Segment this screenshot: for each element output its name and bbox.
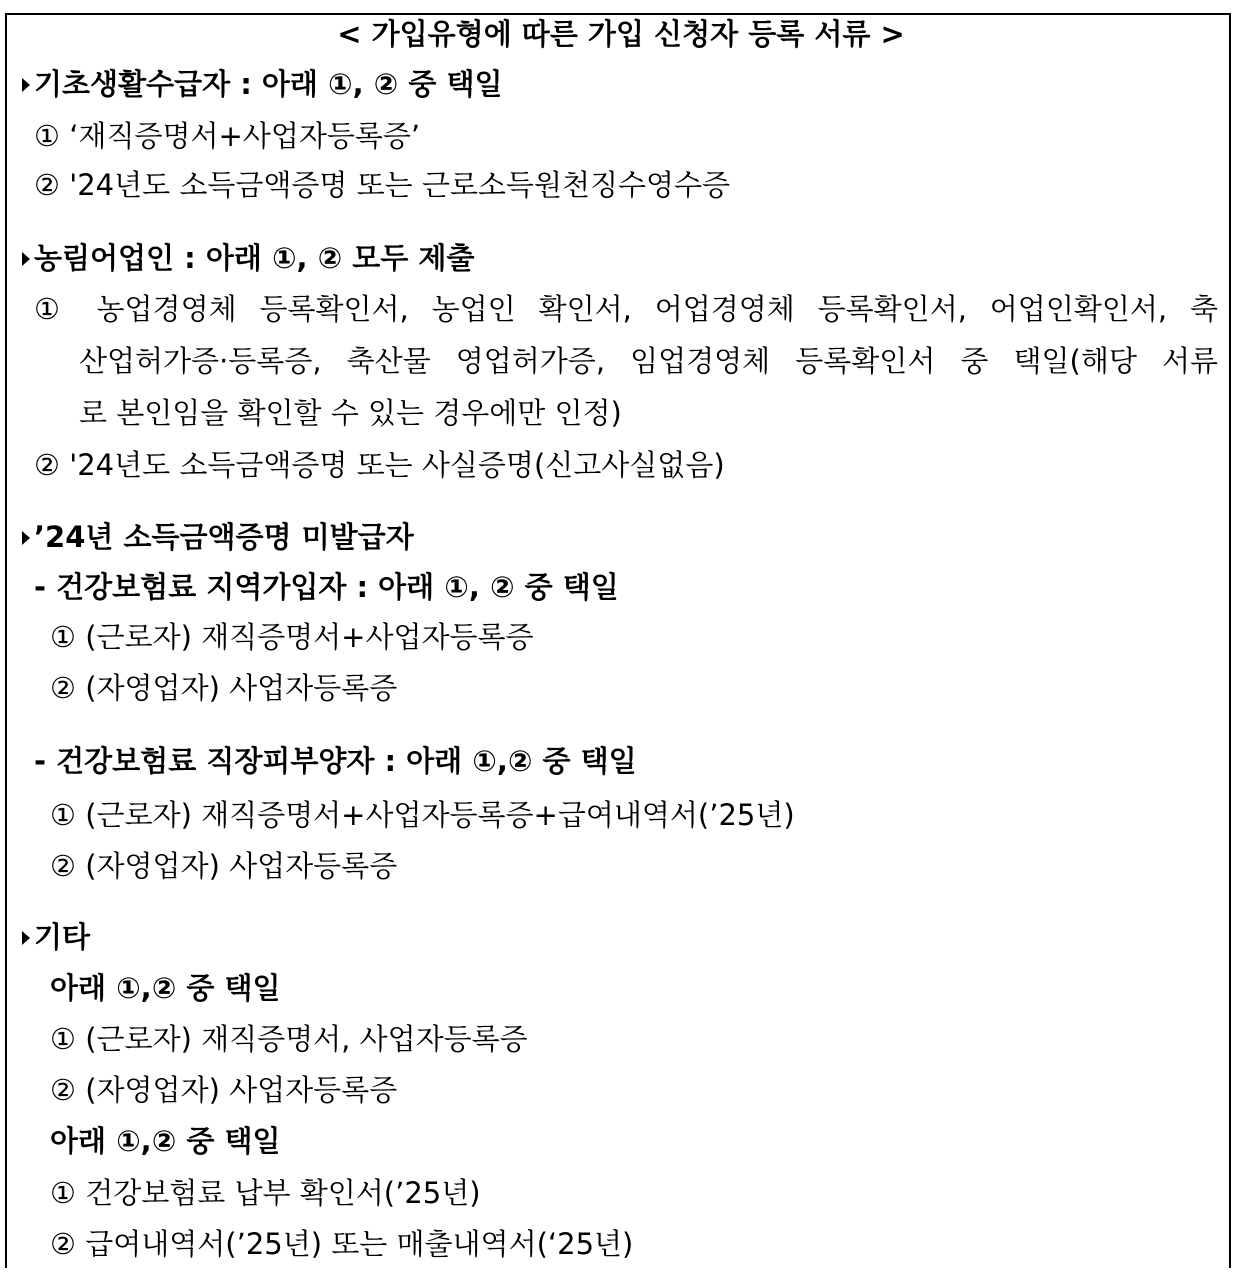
list-item: ① 건강보험료 납부 확인서(’25년) [50, 1176, 481, 1210]
list-item: ② (자영업자) 사업자등록증 [50, 1073, 398, 1107]
list-item: ① 농업경영체 등록확인서, 농업인 확인서, 어업경영체 등록확인서, 어업인확인서, 축 [34, 292, 1218, 326]
list-item: ① (근로자) 재직증명서+사업자등록증 [50, 620, 534, 654]
list-item-continued: 산업허가증·등록증, 축산물 영업허가증, 임업경영체 등록확인서 중 택일(해당 서류 [79, 344, 1218, 378]
heading-text: ’24년 소득금액증명 미발급자 [34, 520, 414, 554]
group-heading: 아래 ①,② 중 택일 [50, 1124, 281, 1158]
section-basic-livelihood-heading [22, 64, 502, 104]
triangle-bullet-icon [22, 931, 30, 945]
list-item: ① (근로자) 재직증명서+사업자등록증+급여내역서(’25년) [50, 798, 795, 832]
triangle-bullet-icon [22, 531, 30, 545]
list-item: ① ‘재직증명서+사업자등록증’ [34, 119, 421, 153]
triangle-bullet-icon [22, 252, 30, 266]
list-item: ② 급여내역서(’25년) 또는 매출내역서(‘25년) [50, 1227, 634, 1261]
list-item: ② '24년도 소득금액증명 또는 사실증명(신고사실없음) [34, 448, 725, 482]
heading-text: 기초생활수급자 : 아래 ①, ② 중 택일 [34, 67, 503, 101]
list-item: ② '24년도 소득금액증명 또는 근로소득원천징수영수증 [34, 168, 731, 202]
section-farmer-heading [22, 238, 474, 278]
section-unissued-heading [22, 517, 414, 557]
list-item: ② (자영업자) 사업자등록증 [50, 671, 398, 705]
triangle-bullet-icon [22, 78, 30, 92]
list-item: ② (자영업자) 사업자등록증 [50, 849, 398, 883]
section-other-heading [22, 917, 90, 957]
heading-text: 농림어업인 : 아래 ①, ② 모두 제출 [34, 241, 475, 275]
subsection-dependent: - 건강보험료 직장피부양자 : 아래 ①,② 중 택일 [34, 744, 637, 778]
heading-text: 기타 [34, 920, 91, 954]
subsection-regional-subscriber: - 건강보험료 지역가입자 : 아래 ①, ② 중 택일 [34, 570, 619, 604]
group-heading: 아래 ①,② 중 택일 [50, 971, 281, 1005]
document-title: < 가입유형에 따른 가입 신청자 등록 서류 > [337, 17, 905, 51]
list-item-continued: 로 본인임을 확인할 수 있는 경우에만 인정) [79, 396, 622, 430]
list-item: ① (근로자) 재직증명서, 사업자등록증 [50, 1022, 528, 1056]
